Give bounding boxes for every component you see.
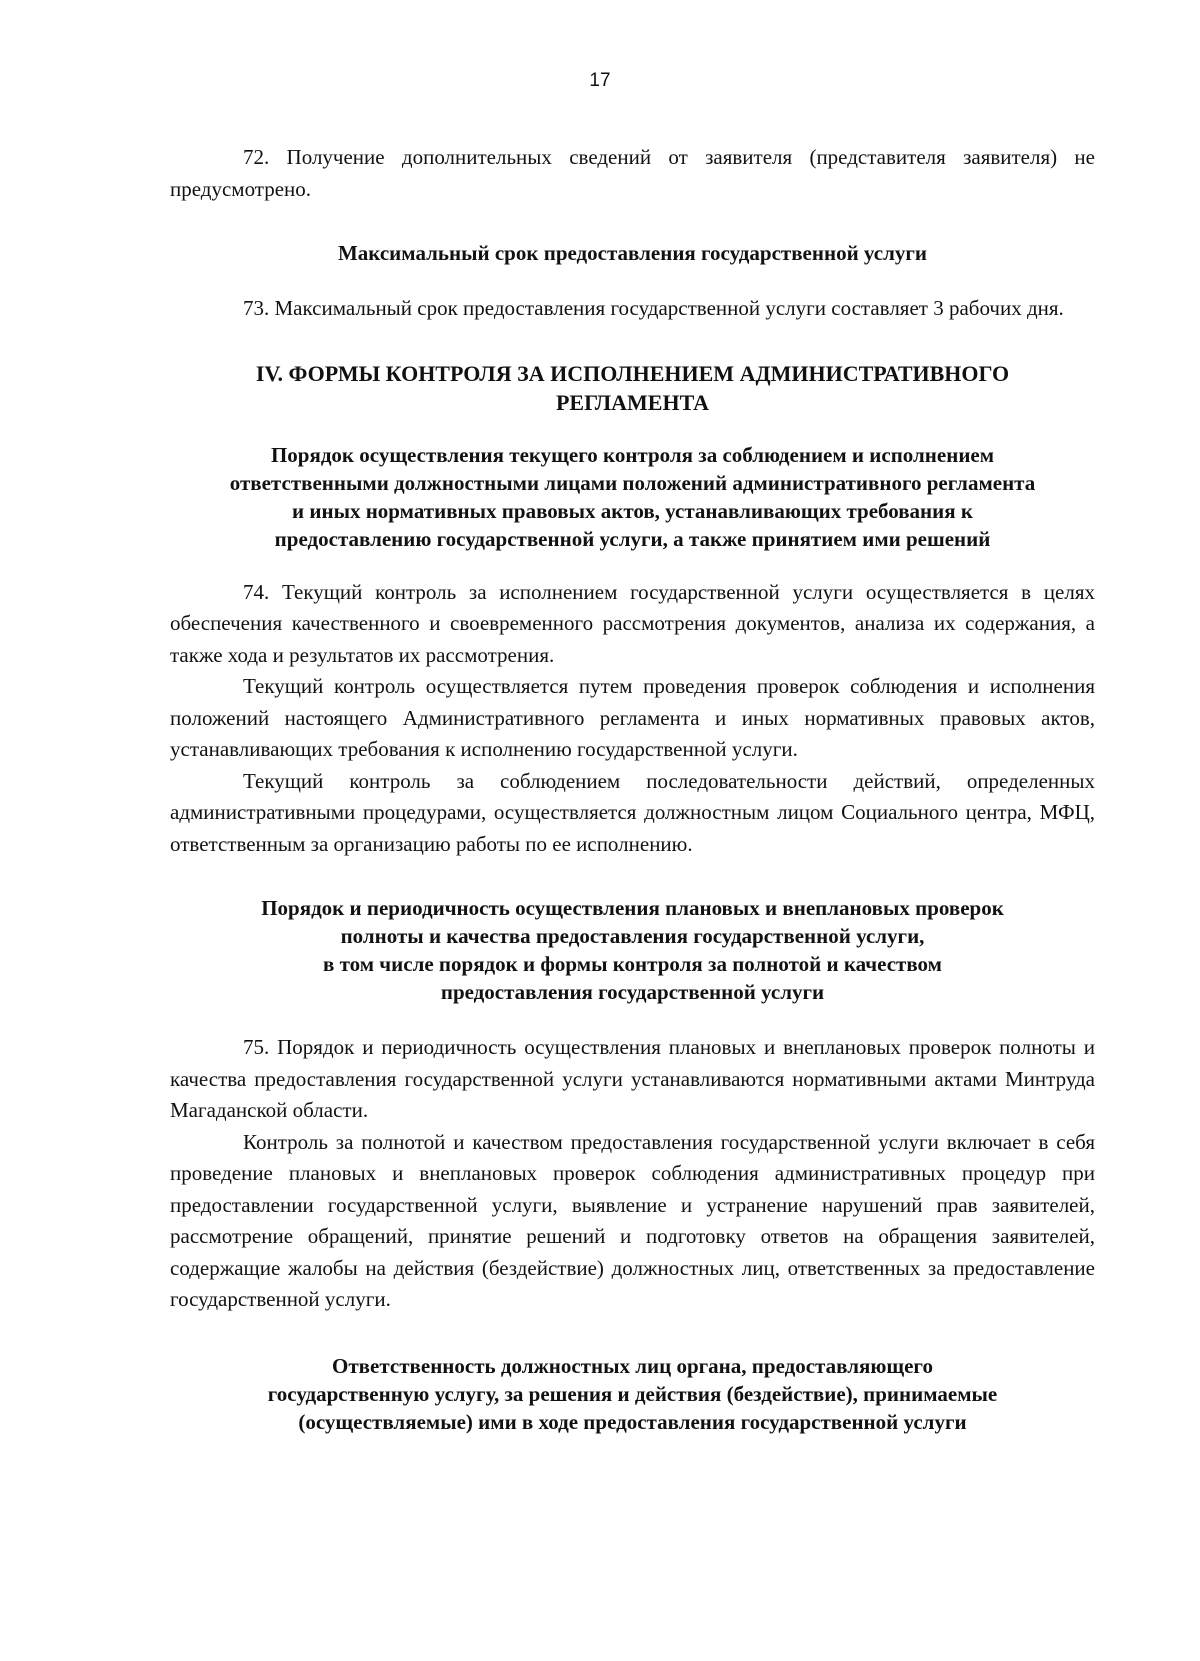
paragraph-75: 75. Порядок и периодичность осуществления плановых и внеплановых проверок полноты и качества предоставления государственной услуги устанавливаются нормативными актами Минтруда Магаданской области. [170, 1035, 1095, 1122]
page-number: 17 [589, 70, 611, 91]
section-iv-title [170, 359, 1095, 417]
heading-current-control-line1: Порядок осуществления текущего контроля за соблюдением и исполнением [270, 442, 995, 467]
heading-current-control-line4: предоставлению государственной услуги, а также принятием ими решений [274, 526, 991, 551]
paragraph-74-sequence-control: Текущий контроль за соблюдением последовательности действий, определенных административными процедурами, осуществляется должностным лицом Социального центра, МФЦ, ответственным за организацию работы по ее исполнению. [170, 768, 1095, 856]
heading-max-term-text: Максимальный срок предоставления государственной услуги [337, 241, 928, 265]
document-body [170, 142, 1095, 1436]
heading-inspections-line4: предоставления государственной услуги [440, 980, 825, 1004]
heading-inspections-line1: Порядок и периодичность осуществления плановых и внеплановых проверок [261, 896, 1004, 920]
heading-responsibility [170, 1352, 1095, 1436]
paragraph-72: 72. Получение дополнительных сведений от заявителя (представителя заявителя) не предусмотрено. [170, 145, 1095, 201]
paragraph-75-quality-control: Контроль за полнотой и качеством предоставления государственной услуги включает в себя проведение плановых и внеплановых проверок соблюдения административных процедур при предоставлении государственной услуги, выявление и устранение нарушений прав заявителей, рассмотрение обращений, принятие решений и подготовку ответов на обращения заявителей, содержащие жалобы на действия (бездействие) должностных лиц, ответственных за предоставление государственной услуги. [170, 1129, 1095, 1311]
heading-current-control-line2: ответственными должностными лицами положений административного регламента [229, 470, 1036, 495]
heading-responsibility-line2: государственную услугу, за решения и действия (бездействие), принимаемые [267, 1381, 998, 1406]
section-iv-title-line1: IV. ФОРМЫ КОНТРОЛЯ ЗА ИСПОЛНЕНИЕМ АДМИНИСТРАТИВНОГО [255, 360, 1010, 386]
heading-responsibility-line3: (осуществляемые) ими в ходе предоставления государственной услуги [298, 1409, 967, 1434]
heading-inspections-line2: полноты и качества предоставления государственной услуги, [340, 924, 925, 948]
section-iv-title-line2: РЕГЛАМЕНТА [555, 389, 710, 415]
heading-inspections [170, 894, 1095, 1006]
paragraph-74-current-control-method: Текущий контроль осуществляется путем проведения проверок соблюдения и исполнения положений настоящего Административного регламента и иных нормативных правовых актов, устанавливающих требования к исполнению государственной услуги. [170, 674, 1095, 761]
heading-current-control-line3: и иных нормативных правовых актов, устанавливающих требования к [292, 498, 973, 523]
heading-current-control [170, 441, 1095, 553]
paragraph-73: 73. Максимальный срок предоставления государственной услуги составляет 3 рабочих дня. [243, 296, 1064, 320]
heading-max-term [170, 239, 1095, 267]
paragraph-74: 74. Текущий контроль за исполнением государственной услуги осуществляется в целях обеспечения качественного и своевременного рассмотрения документов, анализа их содержания, а также хода и результатов их рассмотрения. [170, 579, 1095, 667]
heading-responsibility-line1: Ответственность должностных лиц органа, предоставляющего [332, 1353, 933, 1378]
heading-inspections-line3: в том числе порядок и формы контроля за полнотой и качеством [323, 952, 942, 976]
